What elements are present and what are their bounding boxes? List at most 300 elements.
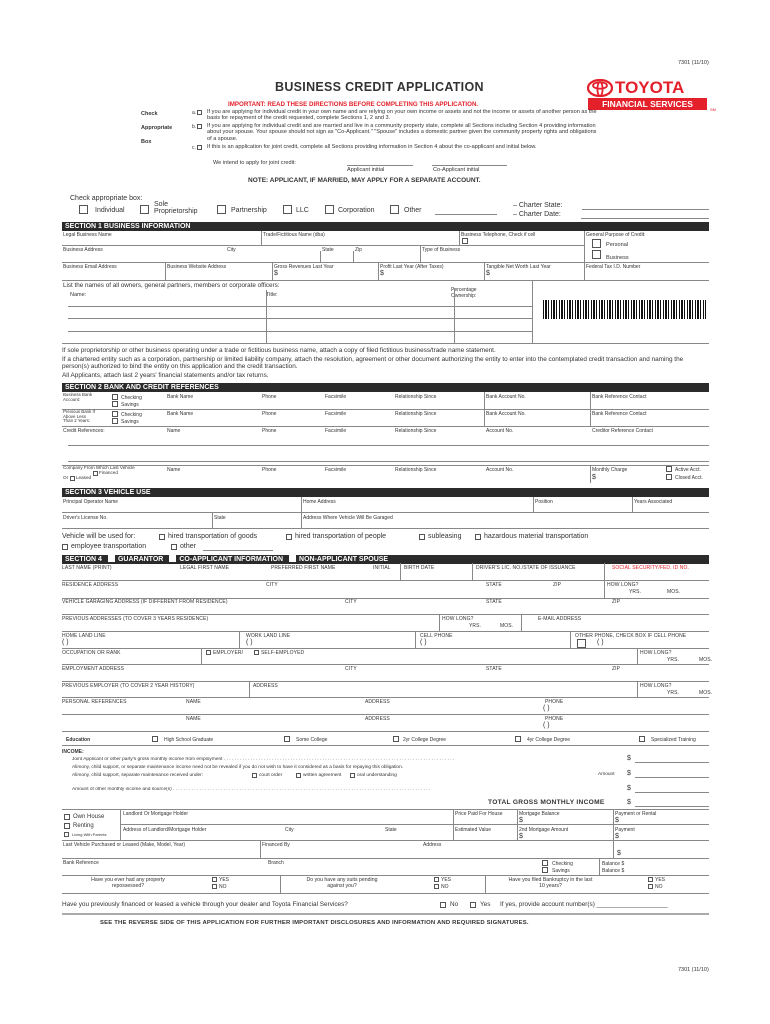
applicant-initial-label: Applicant initial	[347, 167, 385, 173]
section-1-header: SECTION 1 BUSINESS INFORMATION	[62, 222, 709, 231]
bank-account-no-label: Bank Account No.	[486, 394, 526, 400]
drivers-lic-state-label: DRIVER'S LIC. NO./STATE OF ISSUANCE	[476, 565, 576, 571]
business-address-label: Business Address	[63, 247, 103, 253]
monthly-dollar: $	[592, 474, 596, 481]
suits-no-checkbox[interactable]	[434, 884, 439, 889]
alimony-amount-field[interactable]	[635, 777, 709, 778]
written-agreement-label: written agreement	[303, 773, 342, 778]
employment-address-label: EMPLOYMENT ADDRESS	[62, 666, 125, 672]
use-people-label: hired transportation of people	[295, 533, 387, 540]
owners-list-label: List the names of all owners, general partners, members or corporate officers:	[63, 282, 280, 289]
use-other-checkbox[interactable]	[171, 544, 177, 550]
joint-credit-label: We intend to apply for joint credit:	[213, 160, 296, 166]
business-bank-account-label: Business Bank Account:	[63, 392, 93, 402]
yrs-label: YRS.	[667, 657, 680, 663]
second-mortgage-label: 2nd Mortgage Amount	[519, 827, 569, 833]
previous-financing-yes-checkbox[interactable]	[470, 902, 476, 908]
payment-rental-label: Payment or Rental	[615, 811, 657, 817]
side-label-check: Check	[141, 111, 158, 117]
general-purpose-label: General Purpose of Credit:	[586, 232, 646, 238]
reference-name-label: NAME	[186, 699, 201, 705]
income-heading: INCOME:	[62, 749, 84, 755]
previous-financing-question: Have you previously financed or leased a vehicle through your dealer and Toyota Financial Services?	[62, 901, 348, 908]
ssn-label: SOCIAL SECURITY/FED. ID NO.	[612, 565, 689, 571]
owner-row-3[interactable]	[68, 331, 532, 332]
city-label: City	[285, 827, 294, 833]
checking-label: Checking	[552, 861, 573, 867]
home-phone-label: HOME LAND LINE	[62, 633, 106, 639]
edu-high-school-label: High School Graduate	[164, 737, 214, 743]
individual-checkbox[interactable]	[79, 205, 88, 214]
use-subleasing-label: subleasing	[428, 533, 462, 540]
phone-label: Phone	[262, 411, 277, 417]
alimony-disclosure: Alimony, child support, or separate maintenance income need not be revealed if you do not wish to have it considered as a basis for repaying this obligation.	[72, 765, 404, 770]
city-label: CITY	[345, 599, 357, 605]
repossessed-yes-checkbox[interactable]	[212, 877, 217, 882]
coapplicant-checkbox[interactable]	[169, 555, 176, 562]
use-people-checkbox[interactable]	[286, 534, 292, 540]
bank-reference-contact-label: Bank Reference Contact	[592, 411, 647, 417]
option-b-checkbox[interactable]	[197, 124, 202, 129]
court-order-checkbox[interactable]	[252, 773, 257, 778]
owner-title-header: Title:	[266, 292, 278, 298]
previous-financing-no-label: No	[450, 901, 459, 908]
financial-statements-note: All Applicants, attach last 2 years' financial statements and/or tax returns.	[62, 372, 269, 379]
court-order-label: court order	[259, 773, 283, 778]
cell-phone-area-code[interactable]: ( )	[420, 639, 427, 646]
second-mortgage-dollar: $	[519, 833, 523, 840]
charter-date-line[interactable]	[581, 218, 709, 219]
sole-label: Sole	[154, 201, 169, 208]
no-label: NO	[655, 884, 663, 890]
reference-phone-label: PHONE	[545, 699, 564, 705]
guarantor-label: GUARANTOR	[117, 556, 164, 563]
cell-phone-checkbox[interactable]	[462, 238, 468, 244]
use-hazardous-label: hazardous material transportation	[484, 533, 589, 540]
closed-account-checkbox[interactable]	[666, 474, 672, 480]
savings-balance-label: Balance $	[602, 868, 625, 874]
option-a-letter: a.	[192, 110, 197, 116]
bankruptcy-question: Have you filed Bankruptcy in the last 10 years?	[508, 877, 593, 889]
legal-business-name-label: Legal Business Name	[63, 232, 112, 238]
edu-specialized-label: Specialized Training	[651, 737, 696, 743]
corporation-checkbox[interactable]	[325, 205, 334, 214]
use-employee-checkbox[interactable]	[62, 544, 68, 550]
previous-addresses-label: PREVIOUS ADDRESSES (TO COVER 3 YEARS RESIDENCE)	[62, 616, 209, 622]
no-label: NO	[219, 884, 227, 890]
toyota-emblem-icon	[587, 79, 613, 97]
relationship-since-label: Relationship Since	[395, 394, 437, 400]
coapplicant-label: CO-APPLICANT INFORMATION	[179, 556, 284, 563]
yrs-label: YRS.	[629, 589, 642, 595]
relationship-since-label: Relationship Since	[395, 428, 437, 434]
mortgage-balance-label: Mortgage Balance	[519, 811, 560, 817]
financed-label: Financed	[99, 470, 118, 475]
bank-reference-label: Bank Reference	[63, 860, 99, 866]
residence-address-label: RESIDENCE ADDRESS	[62, 582, 119, 588]
business-savings-checkbox[interactable]	[112, 401, 118, 407]
suits-question: Do you have any suits pending against you?	[306, 877, 378, 889]
reference-name-label: NAME	[186, 716, 201, 722]
mos-label: MOS.	[667, 589, 681, 595]
education-label: Education	[66, 737, 91, 743]
owner-name-header: Name:	[70, 292, 87, 298]
no-label: NO	[441, 884, 449, 890]
logo-sm: SM	[710, 107, 716, 112]
employer-label: EMPLOYER/	[213, 650, 244, 656]
principal-operator-label: Principal Operator Name	[63, 499, 119, 505]
partnership-checkbox[interactable]	[217, 205, 226, 214]
partnership-label: Partnership	[231, 207, 267, 214]
fictitious-name-note: If sole proprietorship or other business operating under a trade or fictitious business name, attach a copy of filed fictitious business/trade name statement.	[62, 347, 496, 354]
other-phone-area-code[interactable]: ( )	[597, 639, 604, 646]
reference-phone-label: PHONE	[545, 716, 564, 722]
barcode	[543, 300, 706, 319]
closed-account-label: Closed Acct.	[675, 475, 703, 481]
total-income-dollar: $	[627, 799, 631, 806]
how-long-label: HOW LONG?	[607, 582, 639, 588]
section-4-label: SECTION 4	[65, 556, 102, 563]
edu-4yr-label: 4yr College Degree	[527, 737, 571, 743]
bank-savings-checkbox[interactable]	[542, 867, 548, 873]
business-email-label: Business Email Address	[63, 264, 117, 270]
home-address-label: Home Address	[303, 499, 336, 505]
branch-label: Branch	[268, 860, 284, 866]
option-c-text: If this is an application for joint credit, complete all Sections providing information in Section 4 about the co-applicant and initial below.	[207, 144, 537, 150]
how-long-label: HOW LONG?	[640, 683, 672, 689]
bank-reference-contact-label: Bank Reference Contact	[592, 394, 647, 400]
important-notice: IMPORTANT: READ THESE DIRECTIONS BEFORE COMPLETING THIS APPLICATION.	[228, 101, 479, 108]
section-3-header: SECTION 3 VEHICLE USE	[62, 488, 709, 497]
personal-purpose-checkbox[interactable]	[592, 239, 601, 248]
option-c-checkbox[interactable]	[197, 145, 202, 150]
other-checkbox[interactable]	[390, 205, 399, 214]
financed-checkbox[interactable]	[93, 471, 98, 476]
other-is-cell-checkbox[interactable]	[577, 639, 586, 648]
other-income-dollar: $	[627, 785, 631, 792]
option-c-letter: c.	[192, 145, 196, 151]
bank-name-label: Bank Name	[167, 394, 194, 400]
vehicle-use-label: Vehicle will be used for:	[62, 533, 136, 540]
previous-checking-checkbox[interactable]	[112, 411, 118, 417]
renting-checkbox[interactable]	[64, 823, 70, 829]
repossessed-no-checkbox[interactable]	[212, 884, 217, 889]
use-other-label: other	[180, 543, 196, 550]
coapplicant-initial-label: Co-Applicant initial	[433, 167, 480, 173]
form-number-bottom: 7301 (11/10)	[678, 967, 709, 973]
written-agreement-checkbox[interactable]	[296, 773, 301, 778]
state-label: State	[322, 247, 334, 253]
credit-ref-line-2[interactable]	[68, 461, 709, 462]
other-income-label: Amount of other monthly income and source(s)	[72, 787, 172, 792]
facsimile-label: Facsimile	[325, 394, 347, 400]
state-label: State	[385, 827, 397, 833]
coapplicant-initial-line[interactable]	[432, 165, 507, 166]
bankruptcy-yes-checkbox[interactable]	[648, 877, 653, 882]
federal-tax-id-label: Federal Tax I.D. Number	[586, 264, 641, 270]
charter-state-line[interactable]	[582, 209, 709, 210]
creditor-reference-contact-label: Creditor Reference Contact	[592, 428, 653, 434]
gross-revenues-label: Gross Revenues Last Year	[274, 264, 334, 270]
logo-brand: TOYOTA	[615, 78, 685, 97]
payment-rental-dollar: $	[615, 817, 619, 824]
corporation-label: Corporation	[338, 207, 375, 214]
yes-label: YES	[441, 877, 452, 883]
llc-checkbox[interactable]	[283, 205, 292, 214]
amount-label: Amount	[598, 772, 615, 777]
previous-savings-checkbox[interactable]	[112, 418, 118, 424]
spouse-checkbox[interactable]	[289, 555, 296, 562]
use-employee-label: employee transportation	[71, 543, 147, 550]
bankruptcy-no-checkbox[interactable]	[648, 884, 653, 889]
total-income-label: TOTAL GROSS MONTHLY INCOME	[488, 799, 605, 806]
account-no-label: Account No.	[486, 467, 514, 473]
phone-label: Phone	[262, 428, 277, 434]
page-title: BUSINESS CREDIT APPLICATION	[275, 80, 484, 94]
bank-checking-checkbox[interactable]	[542, 860, 548, 866]
edu-2yr-checkbox[interactable]	[393, 736, 399, 742]
owner-percentage-header: Percentage Ownership:	[451, 287, 477, 299]
other-phone-label: OTHER PHONE, CHECK BOX IF CELL PHONE	[575, 633, 687, 639]
estimated-value-label: Estimated Value	[455, 827, 492, 833]
applicant-initial-line[interactable]	[347, 165, 413, 166]
own-house-label: Own House	[73, 814, 105, 820]
yes-label: YES	[219, 877, 230, 883]
monthly-charge-label: Monthly Charge	[592, 467, 628, 473]
repossessed-question: Have you ever had any property repossessed?	[91, 877, 165, 889]
or-label: Or	[63, 475, 69, 480]
net-worth-dollar: $	[486, 270, 490, 277]
business-checking-checkbox[interactable]	[112, 394, 118, 400]
address-label: Address	[423, 842, 442, 848]
yrs-label: YRS.	[469, 623, 482, 629]
side-label-box: Box	[141, 139, 152, 145]
last-vehicle-label: Last Vehicle Purchased or Leased (Make, Model, Year)	[63, 842, 186, 848]
landlord-label: Landlord Or Mortgage Holder	[123, 811, 189, 817]
joint-income-label: Joint Applicant or other party's gross monthly income from employment	[72, 757, 223, 762]
preferred-first-name-label: PREFERRED FIRST NAME	[271, 565, 336, 571]
edu-4yr-checkbox[interactable]	[515, 736, 521, 742]
option-b-letter: b.	[192, 124, 197, 130]
option-a-checkbox[interactable]	[197, 110, 202, 115]
use-goods-checkbox[interactable]	[159, 534, 165, 540]
dba-label: Trade/Fictitious Name (dba)	[263, 232, 325, 238]
joint-income-dollar: $	[627, 755, 631, 762]
business-website-label: Business Website Address	[167, 264, 227, 270]
chartered-entity-note: If a chartered entity such as a corporation, partnership or limited liability company, attach the resolution, agreement or other document authorizing the entity to enter into the contemplated credit transaction and naming the person(s) authorized to bind the entity on this application and the credit transaction.	[62, 356, 684, 370]
other-entity-line[interactable]	[435, 214, 497, 215]
facsimile-label: Facsimile	[325, 467, 347, 473]
relationship-since-label: Relationship Since	[395, 411, 437, 417]
city-label: City	[227, 247, 236, 253]
type-of-business-label: Type of Business	[422, 247, 461, 253]
employer-checkbox[interactable]	[206, 650, 211, 655]
charter-date-label: – Charter Date:	[513, 211, 561, 218]
state-label: STATE	[486, 599, 502, 605]
personal-purpose-label: Personal	[606, 242, 629, 248]
married-note: NOTE: APPLICANT, IF MARRIED, MAY APPLY FOR A SEPARATE ACCOUNT.	[248, 177, 481, 184]
drivers-license-label: Driver's License No.	[63, 515, 108, 521]
joint-income-field[interactable]	[635, 762, 709, 763]
use-hazardous-checkbox[interactable]	[475, 534, 481, 540]
net-worth-label: Tangible Net Worth Last Year	[486, 264, 551, 270]
reference-address-label: ADDRESS	[365, 716, 390, 722]
work-phone-area-code[interactable]: ( )	[246, 639, 253, 646]
birth-date-label: BIRTH DATE	[404, 565, 435, 571]
llc-label: LLC	[296, 207, 309, 214]
individual-label: Individual	[95, 207, 125, 214]
sole-proprietorship-checkbox[interactable]	[140, 205, 149, 214]
self-employed-checkbox[interactable]	[254, 650, 259, 655]
vehicle-payment-dollar: $	[617, 850, 621, 857]
charter-state-label: – Charter State:	[513, 202, 563, 209]
previous-employer-label: PREVIOUS EMPLOYER (TO COVER 2 YEAR HISTORY)	[62, 683, 195, 689]
leased-checkbox[interactable]	[70, 476, 75, 481]
spouse-label: NON-APPLICANT SPOUSE	[299, 556, 389, 563]
city-label: CITY	[266, 582, 278, 588]
savings-label: Savings	[121, 402, 139, 408]
checking-label: Checking	[121, 395, 142, 401]
payment-label: Payment	[615, 827, 635, 833]
yrs-label: YRS.	[667, 690, 680, 696]
state-label: STATE	[486, 582, 502, 588]
reference-address-label: ADDRESS	[365, 699, 390, 705]
bank-account-no-label: Bank Account No.	[486, 411, 526, 417]
edu-2yr-label: 2yr College Degree	[403, 737, 447, 743]
living-with-parents-checkbox[interactable]	[64, 832, 69, 837]
mos-label: MOS.	[699, 657, 713, 663]
business-purpose-checkbox[interactable]	[592, 250, 601, 259]
oral-understanding-label: oral understanding	[357, 773, 397, 778]
state-label: State	[214, 515, 226, 521]
other-income-field[interactable]	[635, 792, 709, 793]
mos-label: MOS.	[699, 690, 713, 696]
use-goods-label: hired transportation of goods	[168, 533, 258, 540]
garaged-address-label: Address Where Vehicle Will Be Garaged	[303, 515, 393, 521]
position-label: Position	[535, 499, 553, 505]
checking-balance-label: Balance $	[602, 861, 625, 867]
mortgage-balance-dollar: $	[519, 817, 523, 824]
bank-name-label: Bank Name	[167, 411, 194, 417]
zip-label: Zip	[355, 247, 362, 253]
reverse-side-notice: SEE THE REVERSE SIDE OF THIS APPLICATION FOR FURTHER IMPORTANT DISCLOSURES AND INFORMATION AND REQUIRED SIGNATURES.	[100, 920, 529, 926]
work-phone-label: WORK LAND LINE	[246, 633, 291, 639]
previous-financing-yes-label: Yes	[480, 901, 491, 908]
savings-label: Savings	[552, 868, 570, 874]
joint-income-row: Joint Applicant or other party's gross monthly income from employment . . . . . . . . . . . . . . . . . . . . . . . . . . . . . . . . . . . . . . . . . . . . . . . . . . . . . . . . . . . . . . . . . . . . . . . . . . . . . . . . . . . . . . .	[72, 757, 455, 762]
email-label: E-MAIL ADDRESS	[538, 616, 582, 622]
relationship-since-label: Relationship Since	[395, 467, 437, 473]
edu-some-college-label: Some College	[296, 737, 328, 743]
owner-row-2[interactable]	[68, 318, 532, 319]
yes-label: YES	[655, 877, 666, 883]
edu-high-school-checkbox[interactable]	[152, 736, 158, 742]
checking-label: Checking	[121, 412, 142, 418]
credit-references-label: Credit References:	[63, 428, 105, 434]
entity-type-label: Check appropriate box:	[70, 195, 143, 202]
name-label: Name	[167, 467, 181, 473]
self-employed-label: SELF-EMPLOYED	[261, 650, 305, 656]
alimony-received-label: Alimony, child support, separate maintenance received under:	[72, 773, 204, 778]
name-label: Name	[167, 428, 181, 434]
legal-first-name-label: LEGAL FIRST NAME	[180, 565, 230, 571]
reference-phone-area-code[interactable]: ( )	[543, 722, 550, 729]
option-b-text: If you are applying for individual credit and are married and live in a community property state, complete all Sections including Section 4 providing information about your spouse. Your spouse should not sign as "Co-Applicant." "Spouse" includes a domestic partner given the community property rights and obligations of a spouse.	[207, 123, 597, 142]
suits-yes-checkbox[interactable]	[434, 877, 439, 882]
zip-label: ZIP	[612, 599, 621, 605]
facsimile-label: Facsimile	[325, 411, 347, 417]
section-4-header	[62, 555, 709, 564]
how-long-label: HOW LONG?	[442, 616, 474, 622]
leased-label: Leased	[76, 475, 92, 480]
cell-phone-label: CELL PHONE	[420, 633, 453, 639]
active-account-checkbox[interactable]	[666, 466, 672, 472]
how-long-label: HOW LONG?	[640, 650, 672, 656]
alimony-dollar: $	[627, 770, 631, 777]
edu-some-college-checkbox[interactable]	[284, 736, 290, 742]
city-label: CITY	[345, 666, 357, 672]
phone-label: Phone	[262, 467, 277, 473]
business-telephone-label: Business Telephone, Check if cell	[461, 232, 536, 238]
home-phone-area-code[interactable]: ( )	[62, 639, 69, 646]
landlord-address-label: Address of Landlord/Mortgage Holder	[123, 827, 207, 833]
oral-understanding-checkbox[interactable]	[350, 773, 355, 778]
personal-references-label: PERSONAL REFERENCES	[62, 699, 127, 705]
account-no-label: Account No.	[486, 428, 514, 434]
owner-row-1[interactable]	[68, 306, 532, 307]
previous-financing-no-checkbox[interactable]	[440, 902, 446, 908]
profit-label: Profit Last Year (After Taxes)	[380, 264, 444, 270]
vehicle-garaging-label: VEHICLE GARAGING ADDRESS (IF DIFFERENT FROM RESIDENCE)	[62, 599, 228, 605]
edu-specialized-checkbox[interactable]	[639, 736, 645, 742]
active-account-label: Active Acct.	[675, 467, 701, 473]
facsimile-label: Facsimile	[325, 428, 347, 434]
previous-bank-label: Previous Bank If Above Less Than 2 Years:	[63, 409, 95, 424]
section-2-header: SECTION 2 BANK AND CREDIT REFERENCES	[62, 383, 709, 392]
other-use-line[interactable]	[203, 550, 273, 551]
credit-ref-line-1[interactable]	[68, 445, 709, 446]
zip-label: ZIP	[612, 666, 621, 672]
savings-label: Savings	[121, 419, 139, 425]
other-label: Other	[404, 207, 422, 214]
toyota-logo	[587, 79, 717, 115]
proprietorship-label: Proprietorship	[154, 208, 198, 215]
business-purpose-label: Business	[606, 255, 629, 261]
gross-dollar: $	[274, 270, 278, 277]
financed-by-label: Financed By	[262, 842, 290, 848]
reference-phone-area-code[interactable]: ( )	[543, 705, 550, 712]
other-income-row: Amount of other monthly income and source(s) . . . . . . . . . . . . . . . . . . . . . . . . . . . . . . . . . . . . . . . . . . . . . . . . . . . . . . . . . . . . . . . . . . . . . . . . . . . . . . . . . . . . . . . . . . . . . . . . .	[72, 787, 431, 792]
guarantor-checkbox[interactable]	[108, 555, 115, 562]
logo-subtitle: FINANCIAL SERVICES	[588, 98, 707, 110]
occupation-label: OCCUPATION OR RANK	[62, 650, 121, 656]
mos-label: MOS.	[500, 623, 514, 629]
price-paid-label: Price Paid For House	[455, 811, 503, 817]
profit-dollar: $	[380, 270, 384, 277]
use-subleasing-checkbox[interactable]	[419, 534, 425, 540]
years-associated-label: Years Associated	[634, 499, 673, 505]
payment-dollar: $	[615, 833, 619, 840]
account-numbers-field[interactable]: If yes, provide account number(s) ____________________	[500, 901, 668, 908]
form-number-top: 7301 (11/10)	[678, 60, 709, 66]
state-label: STATE	[486, 666, 502, 672]
own-house-checkbox[interactable]	[64, 814, 70, 820]
option-a-text: If you are applying for individual credit in your own name and are relying on your own income or assets and not the income or assets of another person as the basis for repayment of the credit requested, complete Sections 1, 2 and 3.	[207, 109, 597, 122]
side-label-appropriate: Appropriate	[141, 125, 173, 131]
last-vehicle-company-label: Company From Which Last Vehicle	[63, 465, 135, 470]
total-income-field[interactable]	[635, 806, 709, 807]
address-label: ADDRESS	[253, 683, 278, 689]
